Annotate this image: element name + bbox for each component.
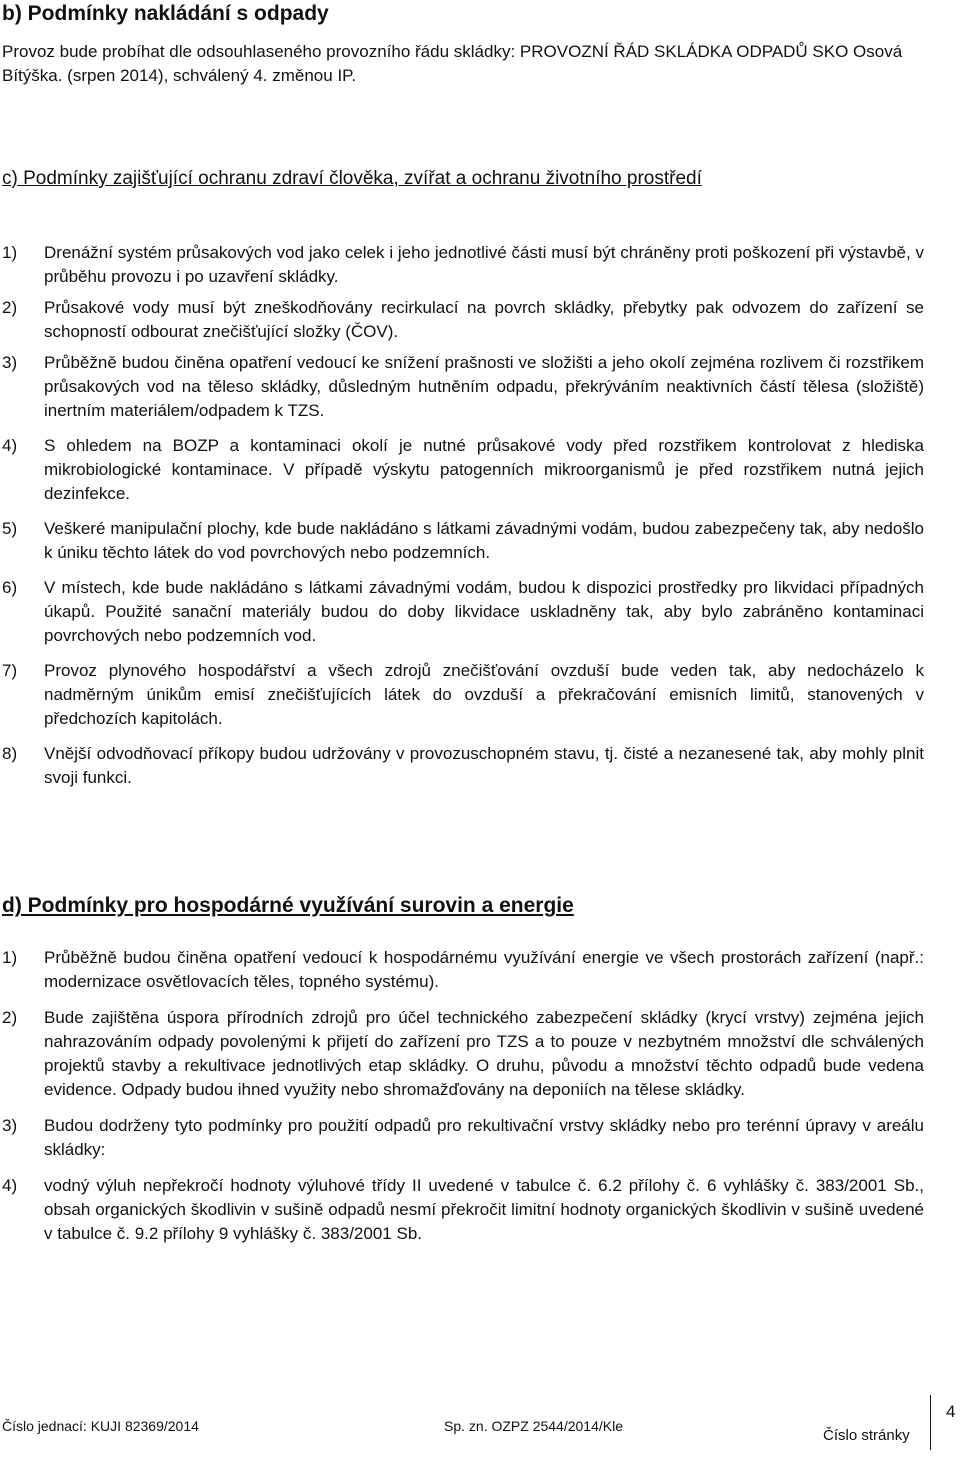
list-item [2, 1114, 924, 1162]
section-c-list [2, 241, 924, 790]
list-item-number: 8) [2, 744, 18, 763]
list-item-text: Průběžně budou činěna opatření vedoucí k hospodárnému využívání energie ve všech prostorách zařízení (např.: modernizace osvětlovacích těles, topného systému). [44, 948, 924, 991]
list-item-text: Průběžně budou činěna opatření vedoucí ke snížení prašnosti ve složišti a jeho okolí zejména rozlivem či rozstřikem průsakových vod na těleso skládky, důsledným hutněním odpadu, překrýváním neaktivních částí tělesa (složiště) inertním materiálem/odpadem k TZS. [44, 353, 924, 420]
footer-page-number: 4 [946, 1402, 956, 1421]
footer-ref-number: Číslo jednací: KUJI 82369/2014 [2, 1418, 199, 1434]
section-d-heading-text: d) Podmínky pro hospodárné využívání surovin a energie [2, 894, 574, 917]
section-c-heading-text: c) Podmínky zajišťující ochranu zdraví člověka, zvířat a ochranu životního prostředí [2, 168, 702, 189]
list-item-number: 4) [2, 436, 18, 455]
list-item [2, 517, 924, 565]
list-item-number: 7) [2, 661, 18, 680]
list-item [2, 946, 924, 994]
list-item [2, 659, 924, 731]
list-item-number: 5) [2, 519, 18, 538]
footer-page-label: Číslo stránky [823, 1427, 910, 1444]
list-item-number: 1) [2, 948, 18, 967]
list-item-number: 2) [2, 298, 18, 317]
section-d-heading [2, 894, 574, 918]
list-item [2, 742, 924, 790]
footer-divider [930, 1395, 931, 1450]
list-item-number: 4) [2, 1176, 18, 1195]
list-item [2, 241, 924, 289]
list-item-number: 3) [2, 1116, 18, 1135]
list-item-number: 1) [2, 243, 18, 262]
list-item-text: Veškeré manipulační plochy, kde bude nakládáno s látkami závadnými vodám, budou zabezpečeny tak, aby nedošlo k úniku těchto látek do vod povrchových nebo podzemních. [44, 519, 924, 562]
list-item-text: vodný výluh nepřekročí hodnoty výluhové třídy II uvedené v tabulce č. 6.2 přílohy č. 6 vyhlášky č. 383/2001 Sb., obsah organických škodlivin v sušině odpadů nesmí překročit limitní hodnoty organických škodlivin v sušině uvedené v tabulce č. 9.2 přílohy 9 vyhlášky č. 383/2001 Sb. [44, 1176, 924, 1243]
list-item-text: Bude zajištěna úspora přírodních zdrojů pro účel technického zabezpečení skládky (krycí vrstvy) zejména jejich nahrazováním odpady povolenými k přijetí do zařízení pro TZS a to pouze v nezbytném množství dle schválených projektů stavby a rekultivace jednotlivých etap skládky. O druhu, původu a množství těchto odpadů bude vedena evidence. Odpady budou ihned využity nebo shromažďovány na deponiích na tělese skládky. [44, 1008, 924, 1099]
list-item [2, 351, 924, 423]
list-item-text: Průsakové vody musí být zneškodňovány recirkulací na povrch skládky, přebytky pak odvozem do zařízení se schopností odbourat znečišťující složky (ČOV). [44, 298, 924, 341]
list-item-number: 3) [2, 353, 18, 372]
list-item [2, 1174, 924, 1246]
list-item-text: S ohledem na BOZP a kontaminaci okolí je nutné průsakové vody před rozstřikem kontrolovat z hlediska mikrobiologické kontaminace. V případě výskytu patogenních mikroorganismů je před rozstřikem nutná jejich dezinfekce. [44, 436, 924, 503]
section-d-list [2, 946, 924, 1246]
list-item-text: Vnější odvodňovací příkopy budou udržovány v provozuschopném stavu, tj. čisté a nezanesené tak, aby mohly plnit svoji funkci. [44, 744, 924, 787]
list-item [2, 434, 924, 506]
section-c-heading [2, 160, 926, 198]
list-item-text: Drenážní systém průsakových vod jako celek i jeho jednotlivé části musí být chráněny proti poškození při výstavbě, v průběhu provozu i po uzavření skládky. [44, 243, 924, 286]
section-b-heading: b) Podmínky nakládání s odpady [2, 2, 329, 25]
list-item-number: 6) [2, 578, 18, 597]
list-item [2, 1006, 924, 1102]
footer-file-mark: Sp. zn. OZPZ 2544/2014/Kle [444, 1418, 623, 1434]
list-item-text: Provoz plynového hospodářství a všech zdrojů znečišťování ovzduší bude veden tak, aby nedocházelo k nadměrným únikům emisí znečišťujících látek do ovzduší a překračování emisních limitů, stanovených v předchozích kapitolách. [44, 661, 924, 728]
list-item [2, 576, 924, 648]
section-b-paragraph: Provoz bude probíhat dle odsouhlaseného provozního řádu skládky: PROVOZNÍ ŘÁD SKLÁDKA ODPADŮ SKO Osová Bítýška. (srpen 2014), schválený 4. změnou IP. [2, 42, 903, 85]
list-item-text: V místech, kde bude nakládáno s látkami závadnými vodám, budou k dispozici prostředky pro likvidaci případných úkapů. Použité sanační materiály budou do doby likvidace uskladněny tak, aby bylo zabráněno kontaminaci povrchových nebo podzemních vod. [44, 578, 924, 645]
list-item-number: 2) [2, 1008, 18, 1027]
list-item [2, 296, 924, 344]
list-item-text: Budou dodrženy tyto podmínky pro použití odpadů pro rekultivační vrstvy skládky nebo pro terénní úpravy v areálu skládky: [44, 1116, 924, 1159]
